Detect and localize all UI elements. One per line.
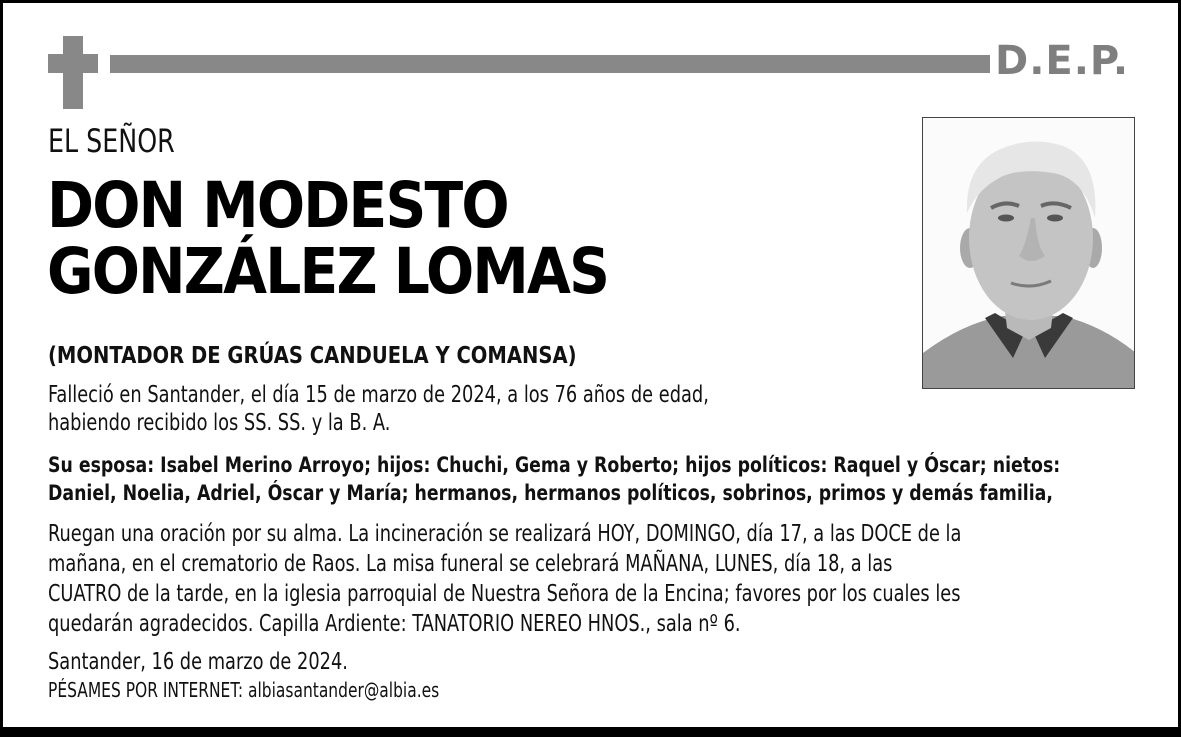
condolences-contact: PÉSAMES POR INTERNET: albiasantander@albia.es [48, 678, 440, 702]
death-line: habiendo recibido los SS. SS. y la B. A. [48, 410, 391, 436]
service-details [48, 519, 961, 639]
service-line: mañana, en el crematorio de Raos. La misa funeral se celebrará MAÑANA, LUNES, día 18, a las [48, 551, 893, 577]
cross-icon-arm [48, 54, 98, 73]
bottom-border [0, 727, 1181, 737]
honorific: EL SEÑOR [48, 122, 175, 160]
deceased-name [47, 169, 609, 308]
portrait-photo [922, 117, 1135, 389]
family-line: Su esposa: Isabel Merino Arroyo; hijos: Chuchi, Gema y Roberto; hijos políticos: Raquel y Óscar; nietos: [48, 453, 1061, 477]
service-line: Ruegan una oración por su alma. La incineración se realizará HOY, DOMINGO, día 17, a las DOCE de la [48, 521, 962, 547]
closing-date: Santander, 16 de marzo de 2024. [48, 649, 348, 675]
header-rule [110, 55, 990, 73]
death-details [48, 381, 709, 437]
family-line: Daniel, Noelia, Adriel, Óscar y María; hermanos, hermanos políticos, sobrinos, primos y demás familia, [48, 481, 1053, 505]
name-line-2: GONZÁLEZ LOMAS [47, 235, 609, 308]
death-line: Falleció en Santander, el día 15 de marzo de 2024, a los 76 años de edad, [48, 382, 709, 408]
obituary-notice [3, 3, 1178, 727]
dep-label: D.E.P. [995, 38, 1130, 84]
family-list [48, 451, 1060, 507]
name-line-1: DON MODESTO [47, 169, 508, 242]
service-line: quedarán agradecidos. Capilla Ardiente: TANATORIO NEREO HNOS., sala nº 6. [48, 611, 741, 637]
service-line: CUATRO de la tarde, en la iglesia parroquial de Nuestra Señora de la Encina; favores por los cuales les [48, 581, 961, 607]
occupation: (MONTADOR DE GRÚAS CANDUELA Y COMANSA) [48, 343, 577, 369]
portrait-image [923, 118, 1135, 389]
